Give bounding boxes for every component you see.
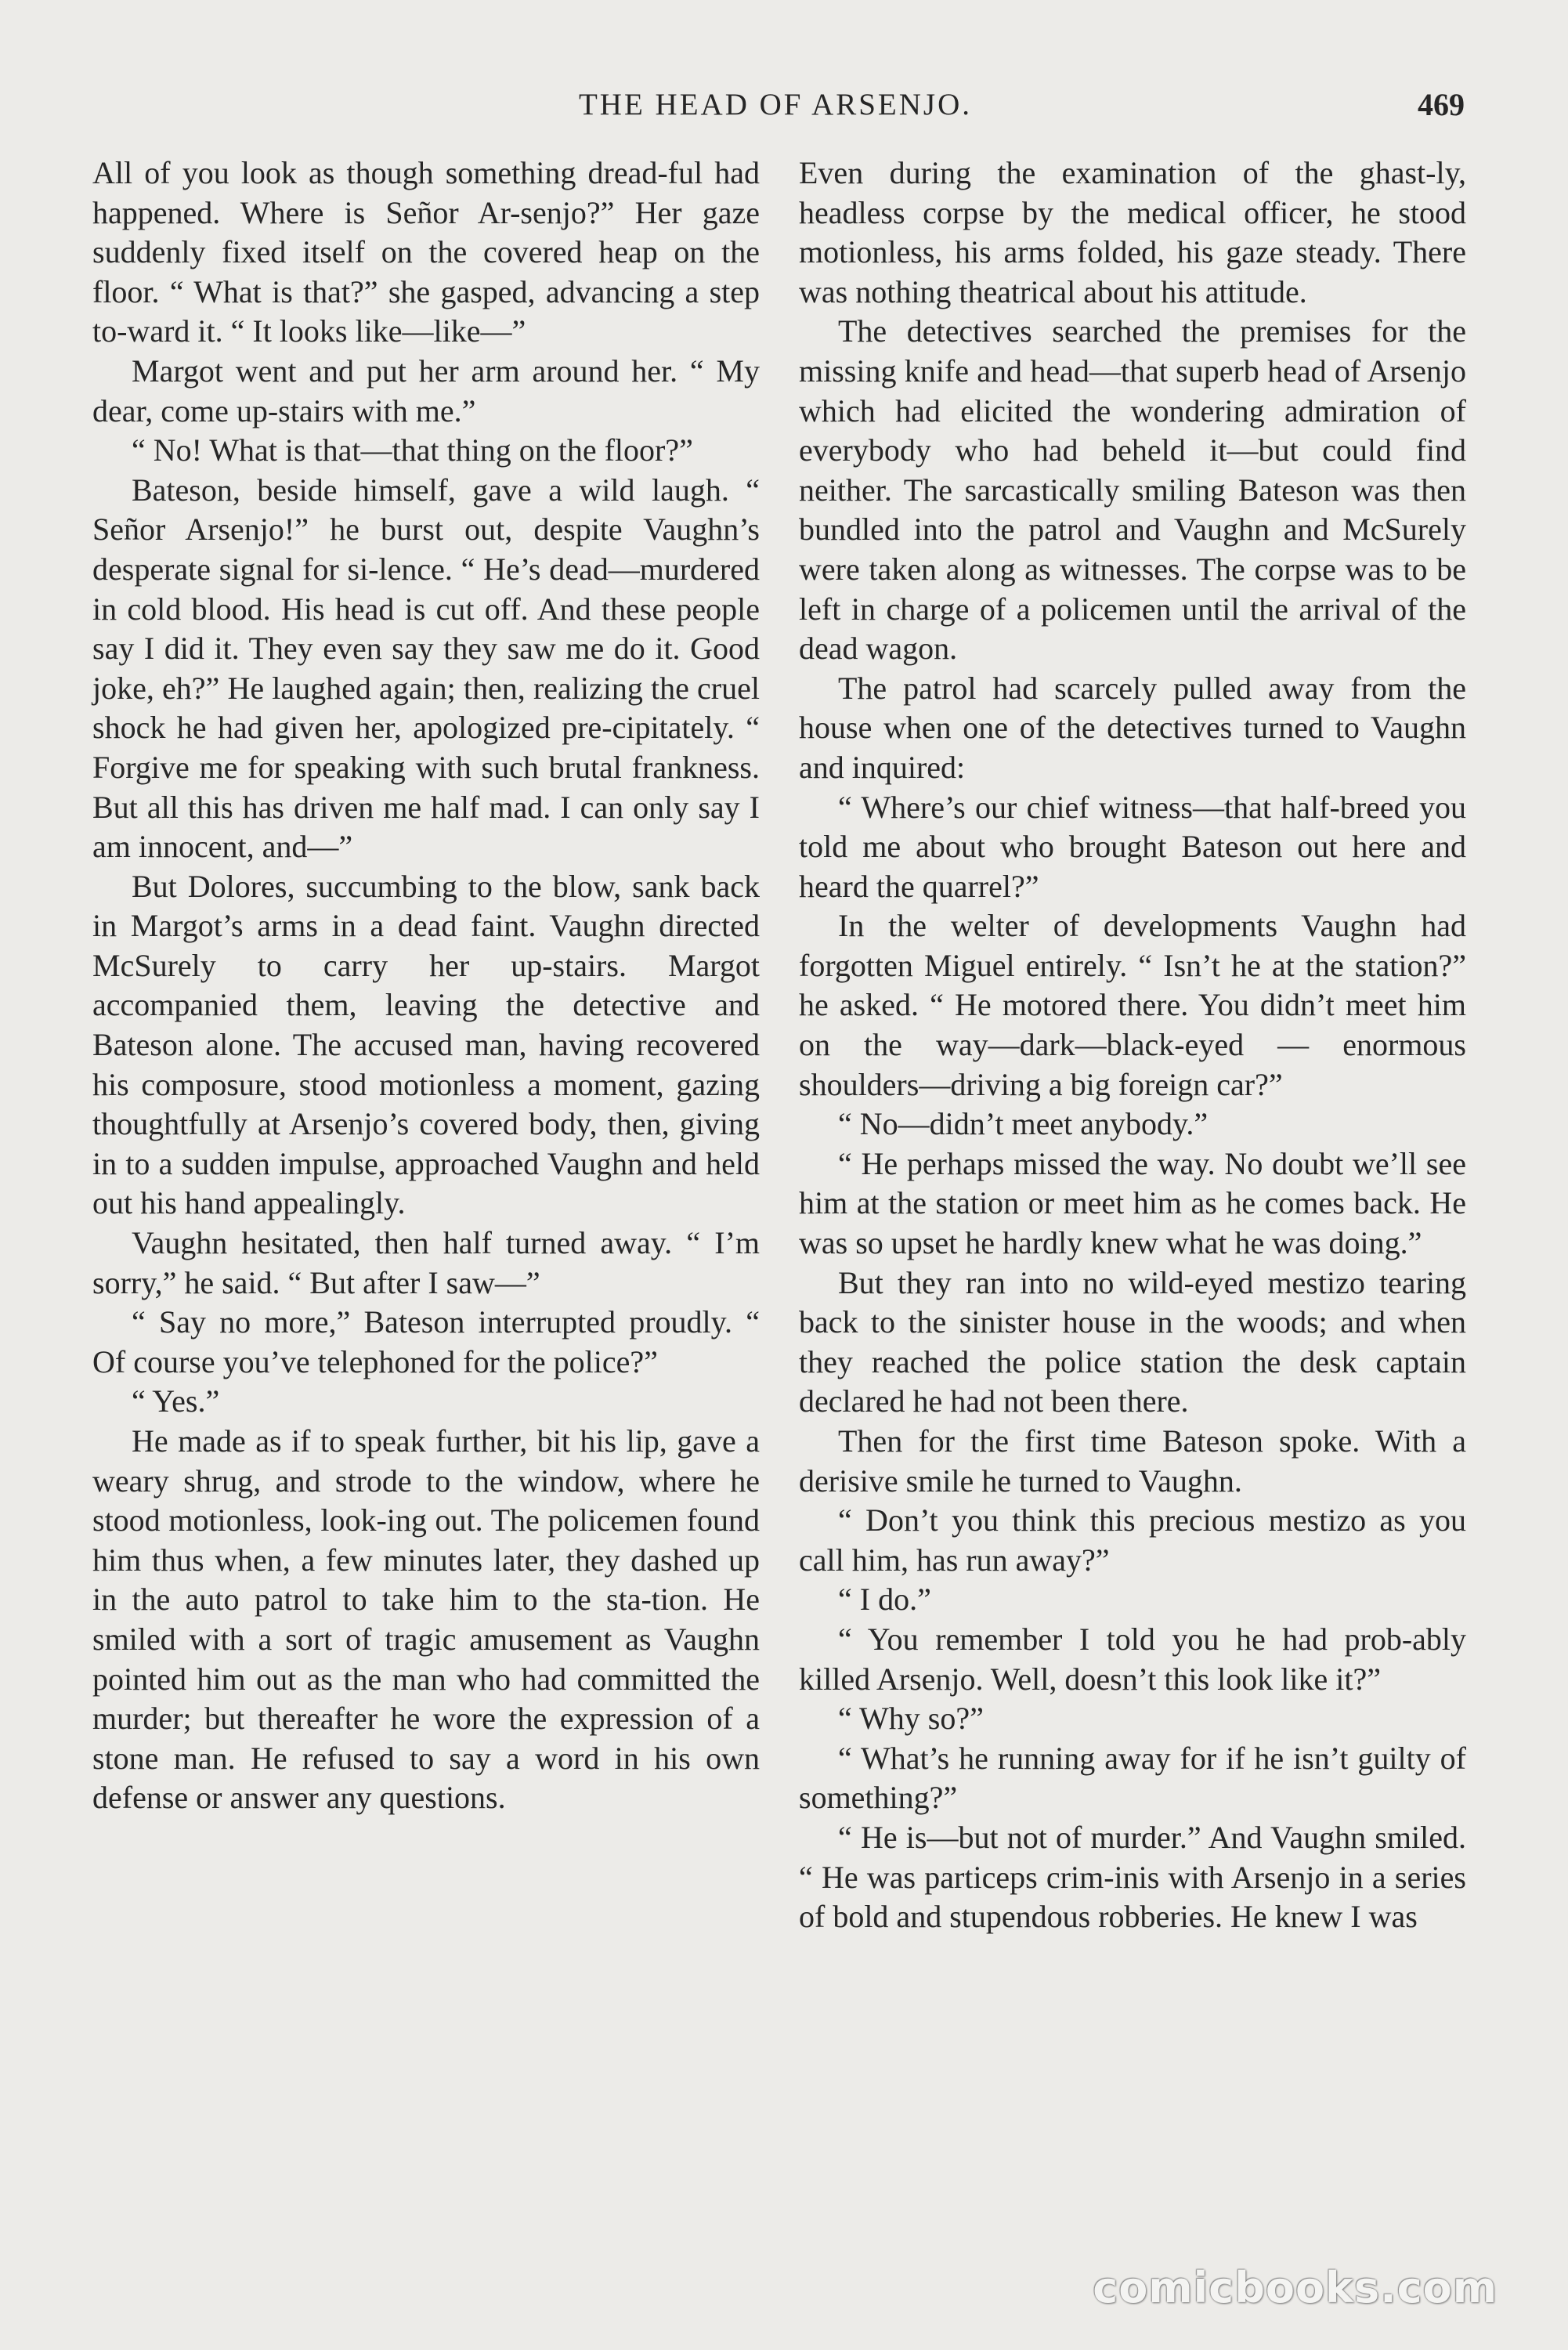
paragraph: “ He perhaps missed the way. No doubt we’ll see him at the station or meet him as he comes back. He was so upset he hardly knew what he was doing.” [799,1145,1466,1261]
paragraph: Vaughn hesitated, then half turned away. “ I’m sorry,” he said. “ But after I saw—” [92,1225,760,1300]
paragraph: The patrol had scarcely pulled away from the house when one of the detectives turned to Vaughn and inquired: [799,670,1466,785]
paragraph: Even during the examination of the ghast-ly, headless corpse by the medical officer, he stood motionless, his arms folded, his gaze steady. There was nothing theatrical about his attitude. [799,155,1466,309]
paragraph: “ Say no more,” Bateson interrupted proudly. “ Of course you’ve telephoned for the police?” [92,1304,760,1379]
running-title: THE HEAD OF ARSENJO. [578,88,973,121]
paragraph: Then for the first time Bateson spoke. With a derisive smile he turned to Vaughn. [799,1423,1466,1499]
paragraph: But Dolores, succumbing to the blow, sank back in Margot’s arms in a dead faint. Vaughn directed McSurely to carry her up-stairs. Margot accompanied them, leaving the detective and Bateson alone. The accused man, having recovered his composure, stood motionless a moment, gazing thoughtfully at Arsenjo’s covered body, then, giving in to a sudden impulse, approached Vaughn and held out his hand appealingly. [92,868,760,1221]
paragraph: “ He is—but not of murder.” And Vaughn smiled. “ He was particeps crim-inis with Arsenjo in a series of bold and stupendous robberies. He knew I was [799,1819,1466,1935]
watermark: comicbooks.com [1093,2263,1498,2312]
paragraph: “ No! What is that—that thing on the floor?” [132,432,693,468]
page-number: 469 [1418,87,1465,122]
paragraph: “ Yes.” [132,1383,220,1419]
paragraph: But they ran into no wild-eyed mestizo tearing back to the sinister house in the woods; and when they reached the police station the desk captain declared he had not been there. [799,1264,1466,1419]
left-column [92,154,760,1818]
paragraph: All of you look as though something dread-ful had happened. Where is Señor Ar-senjo?” Her gaze suddenly fixed itself on the covered heap on the floor. “ What is that?” she gasped, advancing a step to-ward it. “ It looks like—like—” [92,155,760,349]
paragraph: “ What’s he running away for if he isn’t guilty of something?” [799,1740,1466,1816]
paragraph: The detectives searched the premises for the missing knife and head—that superb head of Arsenjo which had elicited the wondering admiration of everybody who had beheld it—but could find neither. The sarcastically smiling Bateson was then bundled into the patrol and Vaughn and McSurely were taken along as witnesses. The corpse was to be left in charge of a policemen until the arrival of the dead wagon. [799,313,1466,667]
paragraph: “ I do.” [838,1582,931,1618]
paragraph: In the welter of developments Vaughn had forgotten Miguel entirely. “ Isn’t he at the station?” he asked. “ He motored there. You didn’t meet him on the way—dark—black-eyed — enormous shoulders—driving a big foreign car?” [799,908,1466,1102]
paragraph: “ Don’t you think this precious mestizo as you call him, has run away?” [799,1502,1466,1578]
running-head [86,81,1465,128]
paragraph: “ Where’s our chief witness—that half-breed you told me about who brought Bateson out here and heard the quarrel?” [799,789,1466,904]
paragraph: “ No—didn’t meet anybody.” [838,1106,1209,1142]
paragraph: “ You remember I told you he had prob-ably killed Arsenjo. Well, doesn’t this look like it?” [799,1621,1466,1697]
right-column [799,154,1466,1937]
paragraph: “ Why so?” [838,1701,984,1737]
paragraph: Margot went and put her arm around her. “ My dear, come up-stairs with me.” [92,352,760,428]
paragraph: Bateson, beside himself, gave a wild laugh. “ Señor Arsenjo!” he burst out, despite Vaughn’s desperate signal for si-lence. “ He’s dead—murdered in cold blood. His head is cut off. And these people say I did it. They even say they saw me do it. Good joke, eh?” He laughed again; then, realizing the cruel shock he had given her, apologized pre-cipitately. “ Forgive me for speaking with such brutal frankness. But all this has driven me half mad. I can only say I am innocent, and—” [92,472,760,865]
paragraph: He made as if to speak further, bit his lip, gave a weary shrug, and strode to the window, where he stood motionless, look-ing out. The policemen found him thus when, a few minutes later, they dashed up in the auto patrol to take him to the sta-tion. He smiled with a sort of tragic amusement as Vaughn pointed him out as the man who had committed the murder; but thereafter he wore the expression of a stone man. He refused to say a word in his own defense or answer any questions. [92,1423,760,1816]
